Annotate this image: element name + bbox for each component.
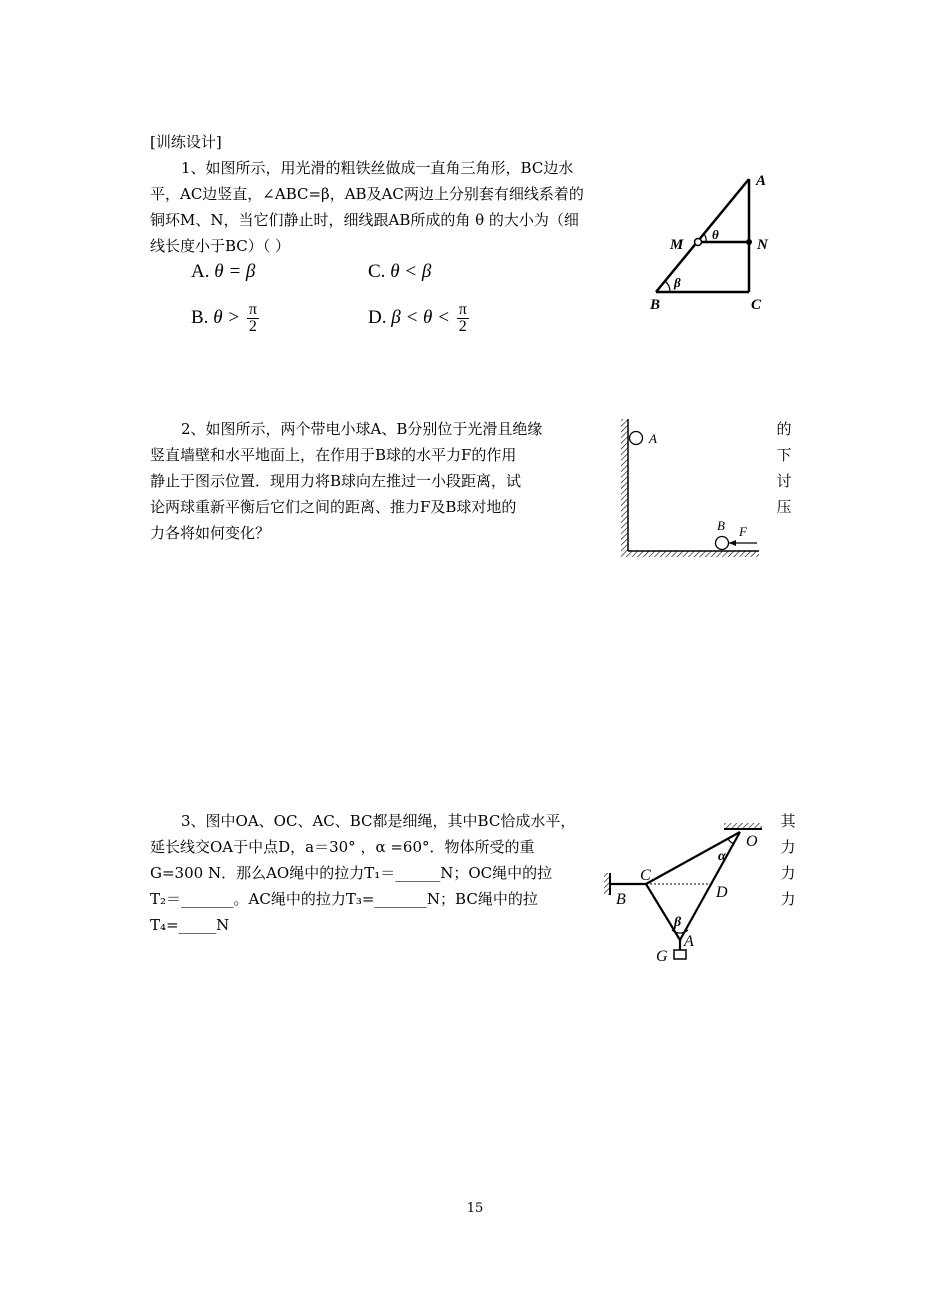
floor-hatching [621, 551, 759, 557]
q3-line: T₄=_____N [150, 916, 230, 934]
option-expression: θ > [213, 306, 241, 328]
q2-side-char: 讨 [776, 472, 792, 490]
label-b: B [717, 518, 725, 533]
q1-option-c [368, 261, 431, 283]
option-prefix: D. [368, 306, 387, 328]
q1-line: 平，AC边竖直，∠ABC=β，AB及AC两边上分别套有细线系着的 [150, 185, 584, 203]
label-o: O [746, 833, 758, 850]
label-a: A [649, 431, 657, 446]
fraction-denominator: 2 [248, 318, 257, 335]
q3-line: G=300 N．那么AO绳中的拉力T₁＝______N；OC绳中的拉 [150, 864, 553, 882]
label-alpha: α [718, 849, 726, 864]
q2-line: 静止于图示位置．现用力将B球向左推过一小段距离，试 [150, 472, 522, 490]
q1-option-b [191, 302, 259, 335]
ring-n [746, 239, 752, 245]
label-beta: β [674, 275, 681, 290]
label-f: F [739, 524, 747, 539]
label-c: C [751, 297, 762, 313]
q3-line: 3、图中OA、OC、AC、BC都是细绳，其中BC恰成水平， [181, 812, 576, 830]
ring-m [695, 239, 702, 246]
q3-side-char: 力 [780, 864, 796, 882]
arrow-head-icon [729, 540, 736, 546]
option-prefix: B. [191, 306, 209, 328]
weight-box [674, 950, 686, 959]
option-expression: β < θ < [391, 306, 450, 328]
label-b: B [650, 297, 661, 313]
q2-side-char: 压 [776, 498, 792, 516]
edge-ab [656, 179, 749, 292]
q1-figure-triangle [640, 165, 780, 315]
q1-line: 铜环M、N，当它们静止时，细线跟AB所成的角 θ 的大小为（细 [150, 211, 579, 229]
option-prefix: C. [368, 261, 386, 282]
q2-line: 论两球重新平衡后它们之间的距离、推力F及B球对地的 [150, 498, 517, 516]
label-c: C [640, 867, 651, 884]
q3-side-char: 力 [780, 890, 796, 908]
label-a: A [756, 173, 767, 189]
ball-a [630, 432, 643, 445]
angle-alpha-arc [728, 839, 734, 844]
q2-line: 力各将如何变化？ [150, 524, 271, 542]
q1-option-a [191, 261, 255, 283]
label-d: D [716, 884, 728, 901]
fraction [457, 302, 469, 335]
label-g: G [656, 948, 668, 965]
label-a: A [684, 933, 694, 950]
q1-line: 线长度小于BC）（ ） [150, 237, 291, 255]
fraction-denominator: 2 [458, 318, 467, 335]
fraction-numerator: π [458, 301, 467, 318]
angle-beta-arc [665, 281, 670, 292]
label-beta: β [674, 915, 682, 930]
option-expression: θ = β [214, 261, 256, 282]
q3-side-char: 力 [780, 838, 796, 856]
q2-line: 竖直墙壁和水平地面上，在作用于B球的水平力F的作用 [150, 446, 517, 464]
fraction-numerator: π [248, 301, 257, 318]
q3-figure-ropes [600, 818, 775, 968]
page-number: 15 [466, 1201, 484, 1216]
section-title: [训练设计] [150, 133, 222, 151]
ball-b [716, 537, 729, 550]
label-b: B [616, 891, 626, 908]
option-prefix: A. [191, 261, 210, 282]
label-theta: θ [712, 227, 719, 242]
label-m: M [670, 237, 684, 253]
q2-line: 2、如图所示，两个带电小球A、B分别位于光滑且绝缘 [181, 420, 543, 438]
q1-option-d [368, 302, 469, 335]
q1-line: 1、如图所示，用光滑的粗铁丝做成一直角三角形，BC边水 [181, 159, 574, 177]
q2-figure-wall-floor [615, 415, 765, 560]
q2-side-char: 的 [776, 420, 792, 438]
q3-side-char: 其 [780, 812, 796, 830]
q2-side-char: 下 [776, 446, 792, 464]
q3-line: 延长线交OA于中点D，a＝30° ，α =60°．物体所受的重 [150, 838, 535, 856]
q3-line: T₂＝_______。AC绳中的拉力T₃=_______N；BC绳中的拉 [150, 890, 538, 908]
option-expression: θ < β [390, 261, 432, 282]
fraction [247, 302, 259, 335]
wall-hatching [621, 419, 628, 551]
label-n: N [757, 237, 768, 253]
